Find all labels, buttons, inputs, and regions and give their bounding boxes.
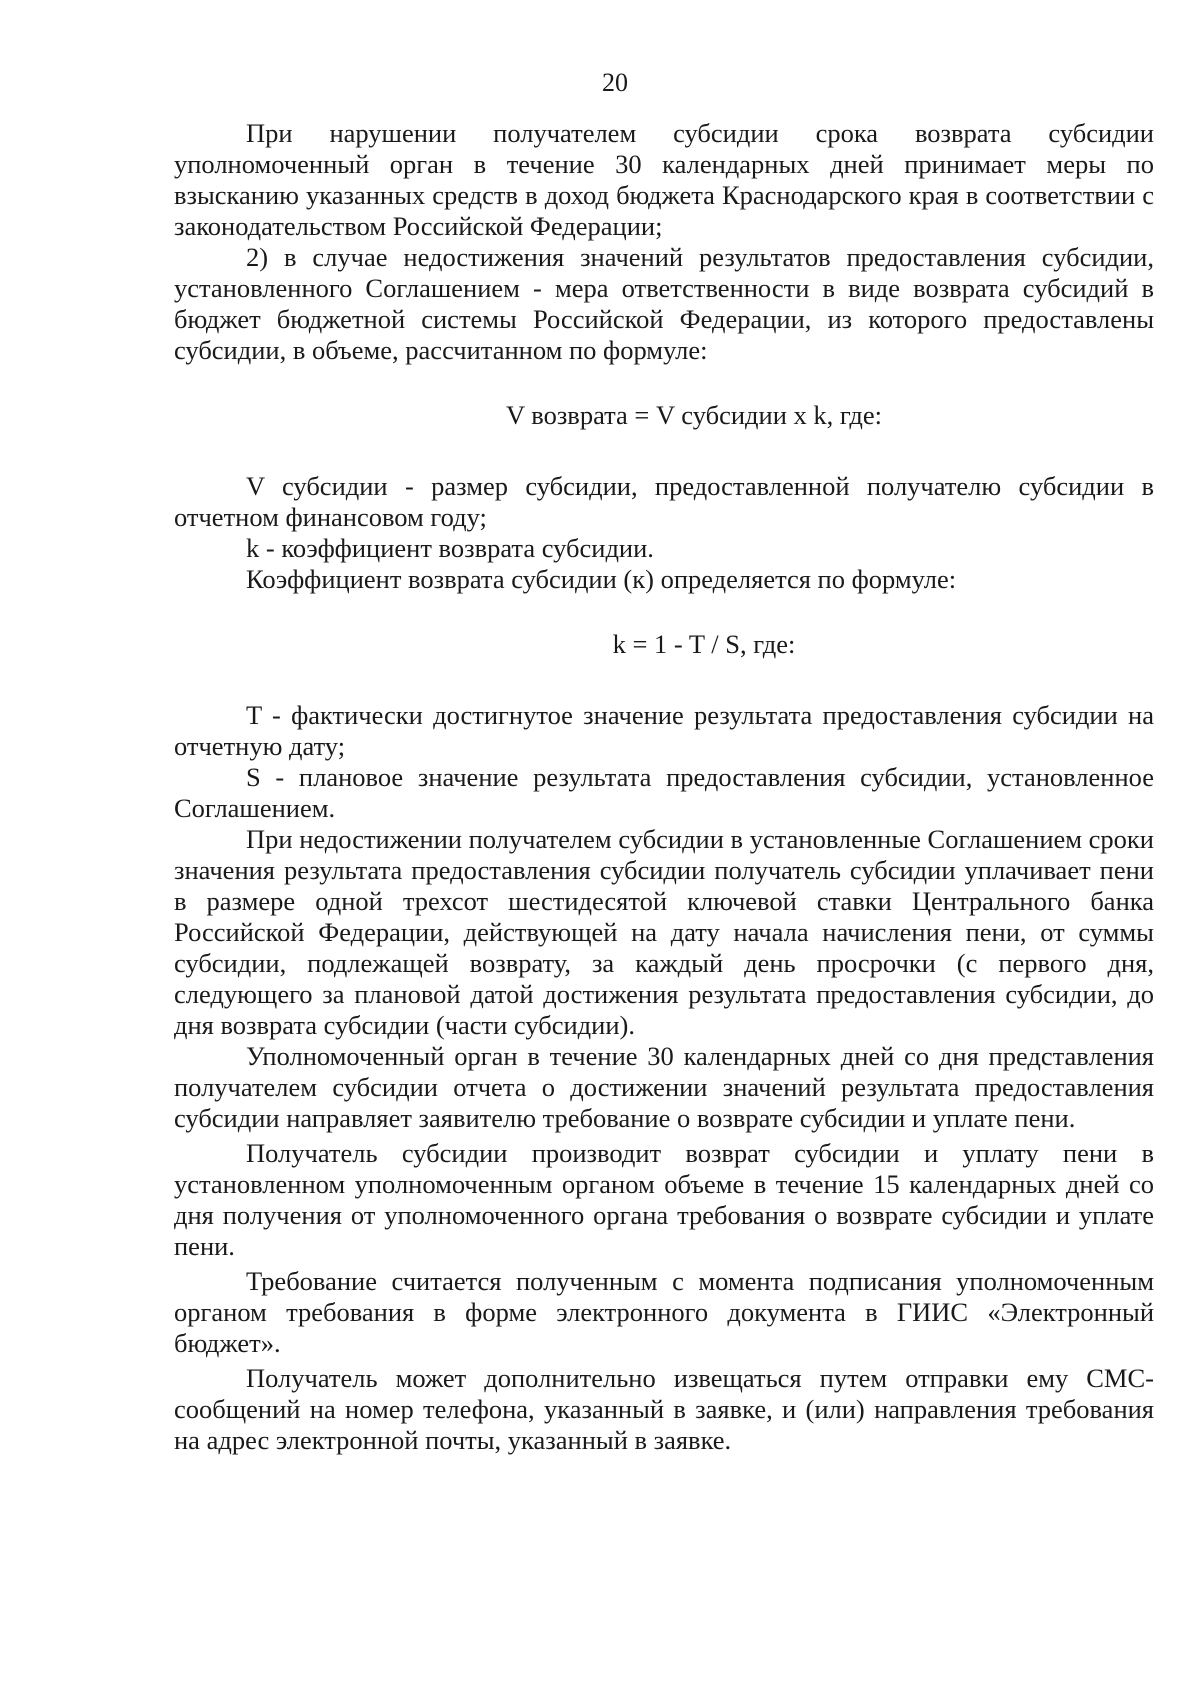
paragraph-refund-period: Получатель субсидии производит возврат субсидии и уплату пени в установленном уполномоченным органом объеме в течение 15 календарных дней со дня получения от уполномоченного органа требования о возврате субсидии и уплате пени. xyxy=(174,1138,1154,1261)
paragraph-responsibility-measure: 2) в случае недостижения значений результатов предоставления субсидии, установленного Соглашением - мера ответственности в виде возврата субсидий в бюджет бюджетной системы Российской Федерации, из которого предоставлены субсидии, в объеме, рассчитанном по формуле: xyxy=(174,242,1154,365)
paragraph-def-k: k - коэффициент возврата субсидии. xyxy=(246,533,654,563)
paragraph-refund-deadline: При нарушении получателем субсидии срока возврата субсидии уполномоченный орган в течение 30 календарных дней принимает меры по взысканию указанных средств в доход бюджета Краснодарского края в соответствии с законодательством Российской Федерации; xyxy=(174,118,1154,241)
page-number: 20 xyxy=(602,68,628,97)
formula-refund-coefficient: k = 1 - T / S, где: xyxy=(612,629,796,659)
paragraph-def-s: S - плановое значение результата предоставления субсидии, установленное Соглашением. xyxy=(174,762,1154,823)
paragraph-penalty: При недостижении получателем субсидии в установленные Соглашением сроки значения результата предоставления субсидии получатель субсидии уплачивает пени в размере одной трехсот шестидесятой ключевой ставки Центрального банка Российской Федерации, действующей на дату начала начисления пени, от суммы субсидии, подлежащей возврату, за каждый день просрочки (с первого дня, следующего за плановой датой достижения результата предоставления субсидии, до дня возврата субсидии (части субсидии). xyxy=(174,824,1154,1040)
paragraph-def-v-subsidy: V субсидии - размер субсидии, предоставленной получателю субсидии в отчетном финансовом году; xyxy=(174,471,1154,532)
paragraph-notification: Получатель может дополнительно извещаться путем отправки ему СМС-сообщений на номер телефона, указанный в заявке, и (или) направления требования на адрес электронной почты, указанный в заявке. xyxy=(174,1363,1154,1455)
paragraph-def-t: T - фактически достигнутое значение результата предоставления субсидии на отчетную дату; xyxy=(174,700,1154,761)
paragraph-requirement-sent: Уполномоченный орган в течение 30 календарных дней со дня представления получателем субсидии отчета о достижении значений результата предоставления субсидии направляет заявителю требование о возврате субсидии и уплате пени. xyxy=(174,1041,1154,1133)
paragraph-requirement-received: Требование считается полученным с момента подписания уполномоченным органом требования в форме электронного документа в ГИИС «Электронный бюджет». xyxy=(174,1266,1154,1358)
paragraph-k-intro: Коэффициент возврата субсидии (к) определяется по формуле: xyxy=(246,564,957,594)
formula-refund-volume: V возврата = V субсидии x k, где: xyxy=(505,400,883,430)
document-body xyxy=(174,118,1154,1456)
